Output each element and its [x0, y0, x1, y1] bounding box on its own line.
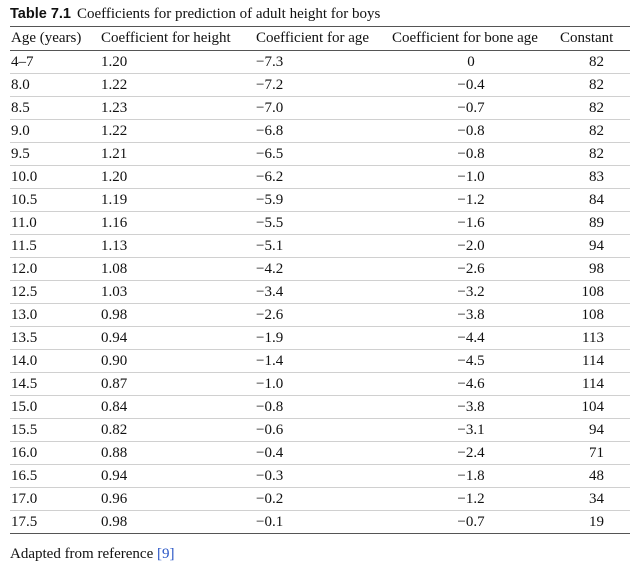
cell-bone-age-coefficient: −0.8	[457, 122, 485, 139]
cell-age: 9.0	[11, 122, 30, 139]
table-row	[10, 419, 630, 442]
table-label: Table 7.1	[10, 6, 71, 22]
table-row	[10, 281, 630, 304]
cell-constant: 19	[589, 513, 604, 530]
table-row	[10, 442, 630, 465]
cell-bone-age-coefficient: −1.6	[457, 214, 485, 231]
cell-bone-age-coefficient: −3.8	[457, 306, 485, 323]
cell-age: 12.5	[11, 283, 38, 300]
cell-constant: 114	[582, 352, 604, 369]
cell-constant: 108	[581, 283, 604, 300]
cell-age-coefficient: −1.9	[256, 329, 284, 346]
table-row	[10, 120, 630, 143]
cell-constant: 82	[589, 122, 604, 139]
cell-bone-age-coefficient: −2.0	[457, 237, 485, 254]
cell-age: 14.0	[11, 352, 38, 369]
cell-height-coefficient: 0.98	[101, 513, 128, 530]
cell-bone-age-coefficient: −1.2	[457, 191, 485, 208]
cell-age-coefficient: −4.2	[256, 260, 284, 277]
cell-bone-age-coefficient: −4.5	[457, 352, 485, 369]
cell-age: 10.5	[11, 191, 38, 208]
cell-age: 9.5	[11, 145, 30, 162]
cell-bone-age-coefficient: −3.8	[457, 398, 485, 415]
cell-height-coefficient: 1.20	[101, 168, 128, 185]
cell-height-coefficient: 1.23	[101, 99, 128, 116]
cell-constant: 82	[589, 53, 604, 70]
table-header-row	[10, 27, 630, 51]
column-header-age-coefficient: Coefficient for age	[256, 30, 370, 46]
cell-constant: 34	[589, 490, 604, 507]
cell-constant: 94	[589, 421, 604, 438]
cell-height-coefficient: 1.03	[101, 283, 128, 300]
footnote-text: Adapted from reference	[10, 546, 157, 562]
cell-bone-age-coefficient: −3.2	[457, 283, 485, 300]
cell-age-coefficient: −5.1	[256, 237, 284, 254]
cell-height-coefficient: 1.08	[101, 260, 128, 277]
table-row	[10, 74, 630, 97]
cell-age-coefficient: −1.0	[256, 375, 284, 392]
table-row	[10, 97, 630, 120]
cell-constant: 114	[582, 375, 604, 392]
cell-bone-age-coefficient: −3.1	[457, 421, 485, 438]
cell-bone-age-coefficient: −2.4	[457, 444, 485, 461]
cell-age: 10.0	[11, 168, 38, 185]
cell-constant: 104	[581, 398, 604, 415]
cell-age: 15.5	[11, 421, 38, 438]
cell-bone-age-coefficient: −1.0	[457, 168, 485, 185]
cell-bone-age-coefficient: −2.6	[457, 260, 485, 277]
cell-age-coefficient: −0.4	[256, 444, 284, 461]
cell-height-coefficient: 1.16	[101, 214, 128, 231]
cell-age-coefficient: −0.8	[256, 398, 284, 415]
cell-age-coefficient: −7.2	[256, 76, 284, 93]
cell-age: 16.0	[11, 444, 38, 461]
cell-age-coefficient: −0.1	[256, 513, 284, 530]
table-row	[10, 51, 630, 74]
cell-age-coefficient: −7.3	[256, 53, 284, 70]
cell-age-coefficient: −6.8	[256, 122, 284, 139]
cell-constant: 84	[589, 191, 604, 208]
cell-age: 8.5	[11, 99, 30, 116]
table-footnote	[10, 544, 630, 564]
cell-bone-age-coefficient: −0.8	[457, 145, 485, 162]
cell-age: 16.5	[11, 467, 38, 484]
cell-age: 11.0	[11, 214, 37, 231]
cell-age: 12.0	[11, 260, 38, 277]
cell-height-coefficient: 1.13	[101, 237, 128, 254]
cell-age-coefficient: −0.2	[256, 490, 284, 507]
cell-height-coefficient: 0.94	[101, 467, 128, 484]
cell-age-coefficient: −6.5	[256, 145, 284, 162]
cell-age-coefficient: −6.2	[256, 168, 284, 185]
cell-height-coefficient: 1.19	[101, 191, 128, 208]
cell-constant: 83	[589, 168, 604, 185]
cell-age-coefficient: −2.6	[256, 306, 284, 323]
cell-height-coefficient: 0.96	[101, 490, 128, 507]
cell-age-coefficient: −3.4	[256, 283, 284, 300]
cell-constant: 82	[589, 99, 604, 116]
cell-bone-age-coefficient: −0.7	[457, 513, 485, 530]
table-row	[10, 304, 630, 327]
cell-bone-age-coefficient: −4.4	[457, 329, 485, 346]
cell-constant: 98	[589, 260, 604, 277]
column-header-age: Age (years)	[11, 30, 82, 46]
table-row	[10, 258, 630, 281]
cell-height-coefficient: 0.88	[101, 444, 128, 461]
cell-height-coefficient: 0.87	[101, 375, 128, 392]
cell-height-coefficient: 1.21	[101, 145, 128, 162]
cell-height-coefficient: 1.20	[101, 53, 128, 70]
table-row	[10, 465, 630, 488]
cell-bone-age-coefficient: −1.2	[457, 490, 485, 507]
cell-bone-age-coefficient: −4.6	[457, 375, 485, 392]
table-row	[10, 396, 630, 419]
cell-age: 17.0	[11, 490, 38, 507]
cell-height-coefficient: 0.84	[101, 398, 128, 415]
cell-age-coefficient: −0.6	[256, 421, 284, 438]
cell-height-coefficient: 0.98	[101, 306, 128, 323]
cell-bone-age-coefficient: −1.8	[457, 467, 485, 484]
column-header-bone-age-coefficient: Coefficient for bone age	[392, 30, 538, 46]
column-header-height-coefficient: Coefficient for height	[101, 30, 231, 46]
cell-height-coefficient: 0.90	[101, 352, 128, 369]
cell-age: 11.5	[11, 237, 37, 254]
cell-constant: 82	[589, 145, 604, 162]
cell-age-coefficient: −0.3	[256, 467, 284, 484]
cell-age: 13.0	[11, 306, 38, 323]
table-row	[10, 143, 630, 166]
cell-age: 4–7	[11, 53, 34, 70]
table-row	[10, 327, 630, 350]
cell-age-coefficient: −5.5	[256, 214, 284, 231]
cell-age-coefficient: −7.0	[256, 99, 284, 116]
coefficients-table	[10, 26, 630, 534]
table-body	[10, 51, 630, 534]
cell-age: 17.5	[11, 513, 38, 530]
cell-constant: 71	[589, 444, 604, 461]
cell-age: 8.0	[11, 76, 30, 93]
cell-height-coefficient: 0.82	[101, 421, 128, 438]
cell-constant: 108	[581, 306, 604, 323]
cell-age-coefficient: −1.4	[256, 352, 284, 369]
table-row	[10, 373, 630, 396]
table-row	[10, 235, 630, 258]
cell-constant: 48	[589, 467, 604, 484]
cell-age-coefficient: −5.9	[256, 191, 284, 208]
cell-height-coefficient: 1.22	[101, 122, 128, 139]
cell-bone-age-coefficient: −0.7	[457, 99, 485, 116]
cell-bone-age-coefficient: 0	[467, 53, 475, 70]
cell-height-coefficient: 1.22	[101, 76, 128, 93]
cell-constant: 94	[589, 237, 604, 254]
table-row	[10, 212, 630, 235]
table-caption	[10, 4, 630, 26]
cell-height-coefficient: 0.94	[101, 329, 128, 346]
cell-age: 14.5	[11, 375, 38, 392]
cell-bone-age-coefficient: −0.4	[457, 76, 485, 93]
table-row	[10, 488, 630, 511]
column-header-constant: Constant	[560, 30, 614, 46]
footnote-reference-link[interactable]: [9]	[157, 546, 175, 562]
cell-constant: 82	[589, 76, 604, 93]
table-row	[10, 350, 630, 373]
table-title: Coefficients for prediction of adult height for boys	[76, 6, 381, 22]
cell-age: 15.0	[11, 398, 38, 415]
cell-constant: 113	[582, 329, 604, 346]
table-row	[10, 511, 630, 534]
cell-age: 13.5	[11, 329, 38, 346]
cell-constant: 89	[589, 214, 604, 231]
table-row	[10, 189, 630, 212]
table-row	[10, 166, 630, 189]
